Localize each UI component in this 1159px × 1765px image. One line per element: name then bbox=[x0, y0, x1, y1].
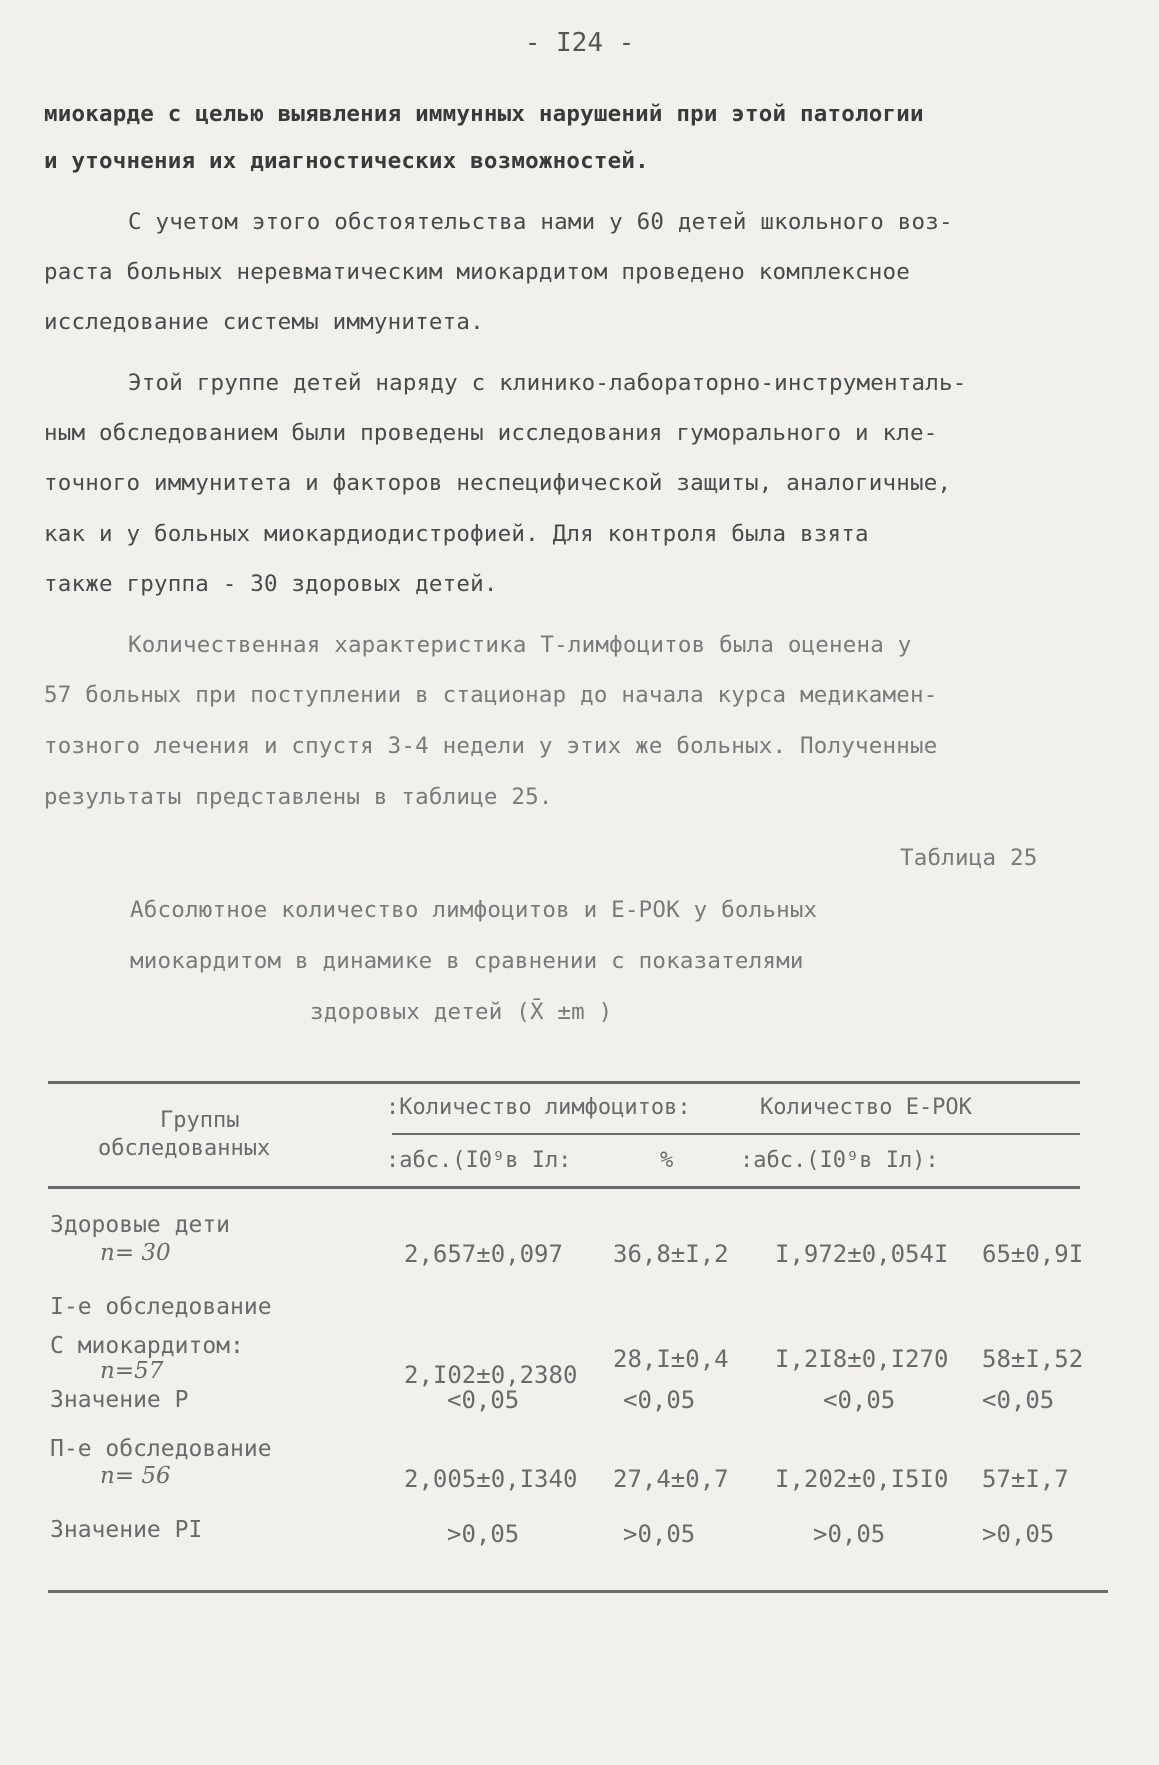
row-label: Здоровые дети bbox=[50, 1212, 231, 1238]
paragraph-line: и уточнения их диагностических возможностей. bbox=[44, 148, 649, 174]
table-bottom-rule bbox=[48, 1590, 1108, 1593]
row-label: П-е обследование bbox=[50, 1436, 272, 1462]
paragraph-line: точного иммунитета и факторов неспецифической защиты, аналогичные, bbox=[44, 470, 952, 496]
header-percent: % bbox=[660, 1148, 674, 1173]
p-value-label: Значение PI bbox=[50, 1517, 203, 1543]
table-header-rule bbox=[48, 1186, 1080, 1189]
paragraph-line: тозного лечения и спустя 3-4 недели у этих же больных. Полученные bbox=[44, 733, 938, 759]
paragraph-line: исследование системы иммунитета. bbox=[44, 309, 484, 335]
table-cell: I,972±0,054I bbox=[775, 1240, 949, 1268]
row-label-sub: С миокардитом: bbox=[50, 1333, 244, 1359]
table-cell: 36,8±I,2 bbox=[613, 1240, 729, 1268]
paragraph-line: 57 больных при поступлении в стационар до начала курса медикамен- bbox=[44, 682, 938, 708]
paragraph-line: Этой группе детей наряду с клинико-лабораторно-инструменталь- bbox=[128, 370, 967, 396]
header-lymphocytes: :Количество лимфоцитов: bbox=[386, 1095, 691, 1120]
header-erok: Количество Е-РОК bbox=[760, 1095, 972, 1120]
paragraph-line: как и у больных миокардиодистрофией. Для контроля была взята bbox=[44, 521, 869, 547]
table-cell: 2,I02±0,2380 bbox=[404, 1361, 578, 1389]
table-cell: 65±0,9I bbox=[982, 1240, 1084, 1268]
p-value-cell: >0,05 bbox=[447, 1520, 520, 1548]
row-label: I-е обследование bbox=[50, 1294, 272, 1320]
table-cell: 28,I±0,4 bbox=[613, 1345, 729, 1373]
p-value-cell: >0,05 bbox=[623, 1520, 696, 1548]
table-caption-line: миокардитом в динамике в сравнении с показателями bbox=[130, 948, 804, 974]
p-value-cell: >0,05 bbox=[813, 1520, 886, 1548]
paragraph-line: ным обследованием были проведены исследования гуморального и кле- bbox=[44, 420, 938, 446]
p-value-cell: <0,05 bbox=[823, 1386, 896, 1414]
p-value-cell: <0,05 bbox=[982, 1386, 1055, 1414]
table-label: Таблица 25 bbox=[900, 845, 1038, 871]
header-abs-erok: :абс.(I0⁹в Iл): bbox=[740, 1148, 939, 1173]
paragraph-line: Количественная характеристика Т-лимфоцитов была оценена у bbox=[128, 632, 912, 658]
header-groups-sub: обследованных bbox=[98, 1136, 271, 1161]
table-cell: 2,657±0,097 bbox=[404, 1240, 563, 1268]
header-groups: Группы bbox=[160, 1108, 240, 1133]
table-cell: I,202±0,I5I0 bbox=[775, 1465, 949, 1493]
paragraph-line: С учетом этого обстоятельства нами у 60 детей школьного воз- bbox=[128, 209, 953, 235]
paragraph-line: миокарде с целью выявления иммунных нарушений при этой патологии bbox=[44, 101, 924, 127]
p-value-cell: <0,05 bbox=[447, 1386, 520, 1414]
paragraph-line: результаты представлены в таблице 25. bbox=[44, 784, 553, 810]
table-caption-line: здоровых детей (X̄ ±m ) bbox=[310, 999, 613, 1025]
table-cell: 27,4±0,7 bbox=[613, 1465, 729, 1493]
row-sample-size: n=57 bbox=[100, 1358, 164, 1384]
page-number: - I24 - bbox=[524, 28, 635, 58]
paragraph-line: также группа - 30 здоровых детей. bbox=[44, 571, 498, 597]
p-value-cell: <0,05 bbox=[623, 1386, 696, 1414]
table-cell: 57±I,7 bbox=[982, 1465, 1069, 1493]
p-value-cell: >0,05 bbox=[982, 1520, 1055, 1548]
table-caption-line: Абсолютное количество лимфоцитов и Е-РОК у больных bbox=[130, 897, 818, 923]
header-abs-lymph: :абс.(I0⁹в Iл: bbox=[386, 1148, 572, 1173]
p-value-label: Значение P bbox=[50, 1387, 189, 1413]
table-cell: 2,005±0,I340 bbox=[404, 1465, 578, 1493]
table-cell: 58±I,52 bbox=[982, 1345, 1084, 1373]
table-cell: I,2I8±0,I270 bbox=[775, 1345, 949, 1373]
row-sample-size: n= 30 bbox=[100, 1240, 171, 1266]
row-sample-size: n= 56 bbox=[100, 1463, 171, 1489]
table-top-rule bbox=[48, 1081, 1080, 1084]
paragraph-line: раста больных неревматическим миокардитом проведено комплексное bbox=[44, 259, 911, 285]
table-header-divider bbox=[392, 1133, 1080, 1135]
